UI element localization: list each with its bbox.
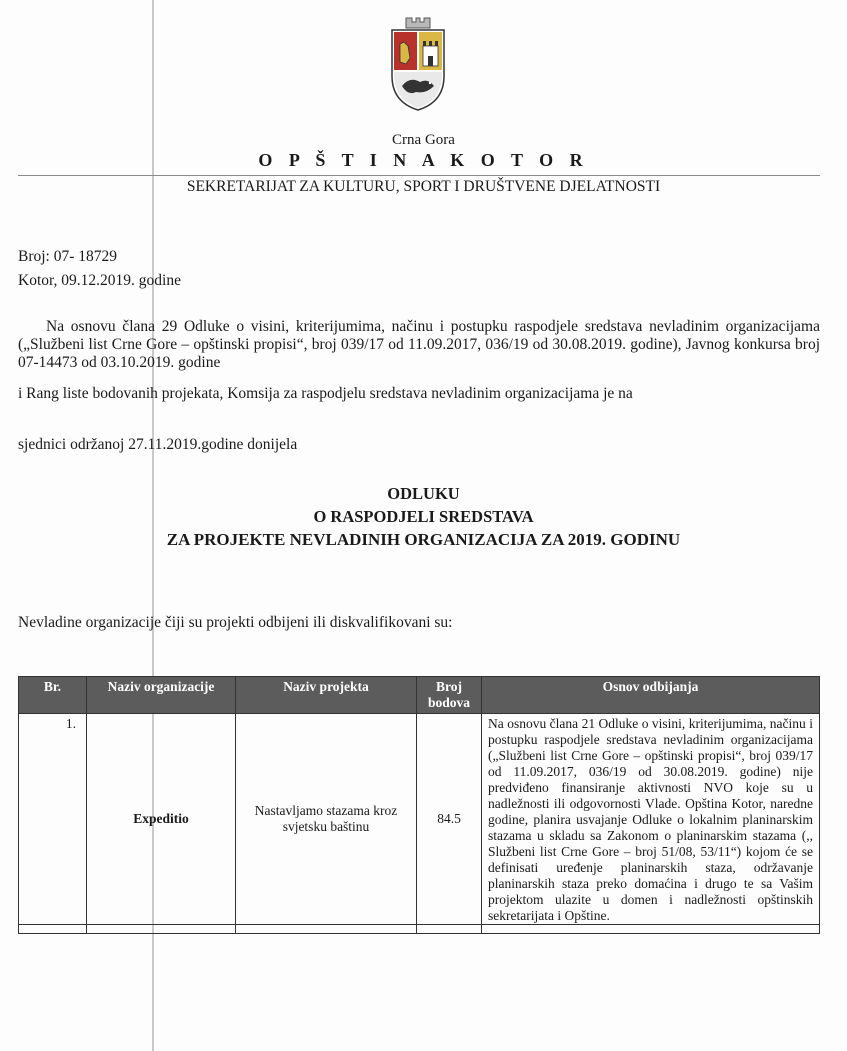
rejection-reason: Na osnovu člana 21 Odluke o visini, kriterijumima, načinu i postupku raspodjele sredstava nevladinim organizacijama („Službeni list Crne Gore – opštinski propisi“, broj 039/17 od 11.09.2017, 036/19 od 30.08.2019. godine) nije predviđeno finansiranje aktivnosti NVO koje su u nadležnosti ili odgovornosti Vlade. Opština Kotor, naredne godine, planira usvajanje Odluke o lokalnim planinarskim stazama u skladu sa Zakonom o planinarskim stazama (,, Službeni list Crne Gore – broj 51/08, 53/11“) kojom će se definisati uređenje planinarskih staza, održavanje planinarskih staza preko domaćina i drugo te sa Vašim projektom ulazite u domen i nadležnosti opštinskih sekretarijata i Opštine. — [482, 714, 820, 925]
municipality-name: O P Š T I N A K O T O R — [258, 150, 589, 170]
header-score: Broj bodova — [417, 677, 482, 714]
intro-paragraph: Na osnovu člana 29 Odluke o visini, kriterijumima, načinu i postupku raspodjele sredstava nevladinim organizacijama („Službeni list Crne Gore – opštinski propisi“, broj 039/17 od 11.09.2017, 036/19 od 30.08.2019. godine), Javnog konkursa broj 07-14473 od 03.10.2019. godine — [18, 318, 820, 371]
decision-subtitle: O RASPODJELI SREDSTAVA — [313, 507, 534, 526]
table-row — [19, 714, 820, 925]
header-organization: Naziv organizacije — [87, 677, 236, 714]
header-divider — [18, 175, 820, 176]
rejected-projects-table — [18, 676, 820, 934]
kotor-coat-of-arms-icon — [386, 14, 450, 114]
decision-title: ODLUKU — [387, 484, 460, 503]
intro-line-5: sjednici održanoj 27.11.2019.godine donijela — [18, 436, 298, 453]
reference-number: Broj: 07- 18729 — [18, 248, 118, 265]
organization-name: Expeditio — [87, 714, 236, 925]
secretariat-name: SEKRETARIJAT ZA KULTURU, SPORT I DRUŠTVENE DJELATNOSTI — [186, 178, 661, 195]
decision-subtitle-2: ZA PROJEKTE NEVLADINIH ORGANIZACIJA ZA 2019. GODINU — [166, 530, 681, 549]
rejected-list-intro: Nevladine organizacije čiji su projekti odbijeni ili diskvalifikovani su: — [18, 614, 453, 631]
header-no: Br. — [19, 677, 87, 714]
header-reason: Osnov odbijanja — [482, 677, 820, 714]
country-name: Crna Gora — [392, 132, 455, 148]
row-number: 1. — [19, 714, 87, 925]
table-row-partial — [19, 925, 820, 934]
score-value: 84.5 — [417, 714, 482, 925]
header-project: Naziv projekta — [236, 677, 417, 714]
reference-date: Kotor, 09.12.2019. godine — [18, 272, 181, 289]
intro-line-4: i Rang liste bodovanih projekata, Komsija za raspodjelu sredstava nevladinim organizacijama je na — [18, 385, 633, 402]
project-name: Nastavljamo stazama kroz svjetsku baštinu — [236, 714, 417, 925]
table-header-row — [19, 677, 820, 714]
